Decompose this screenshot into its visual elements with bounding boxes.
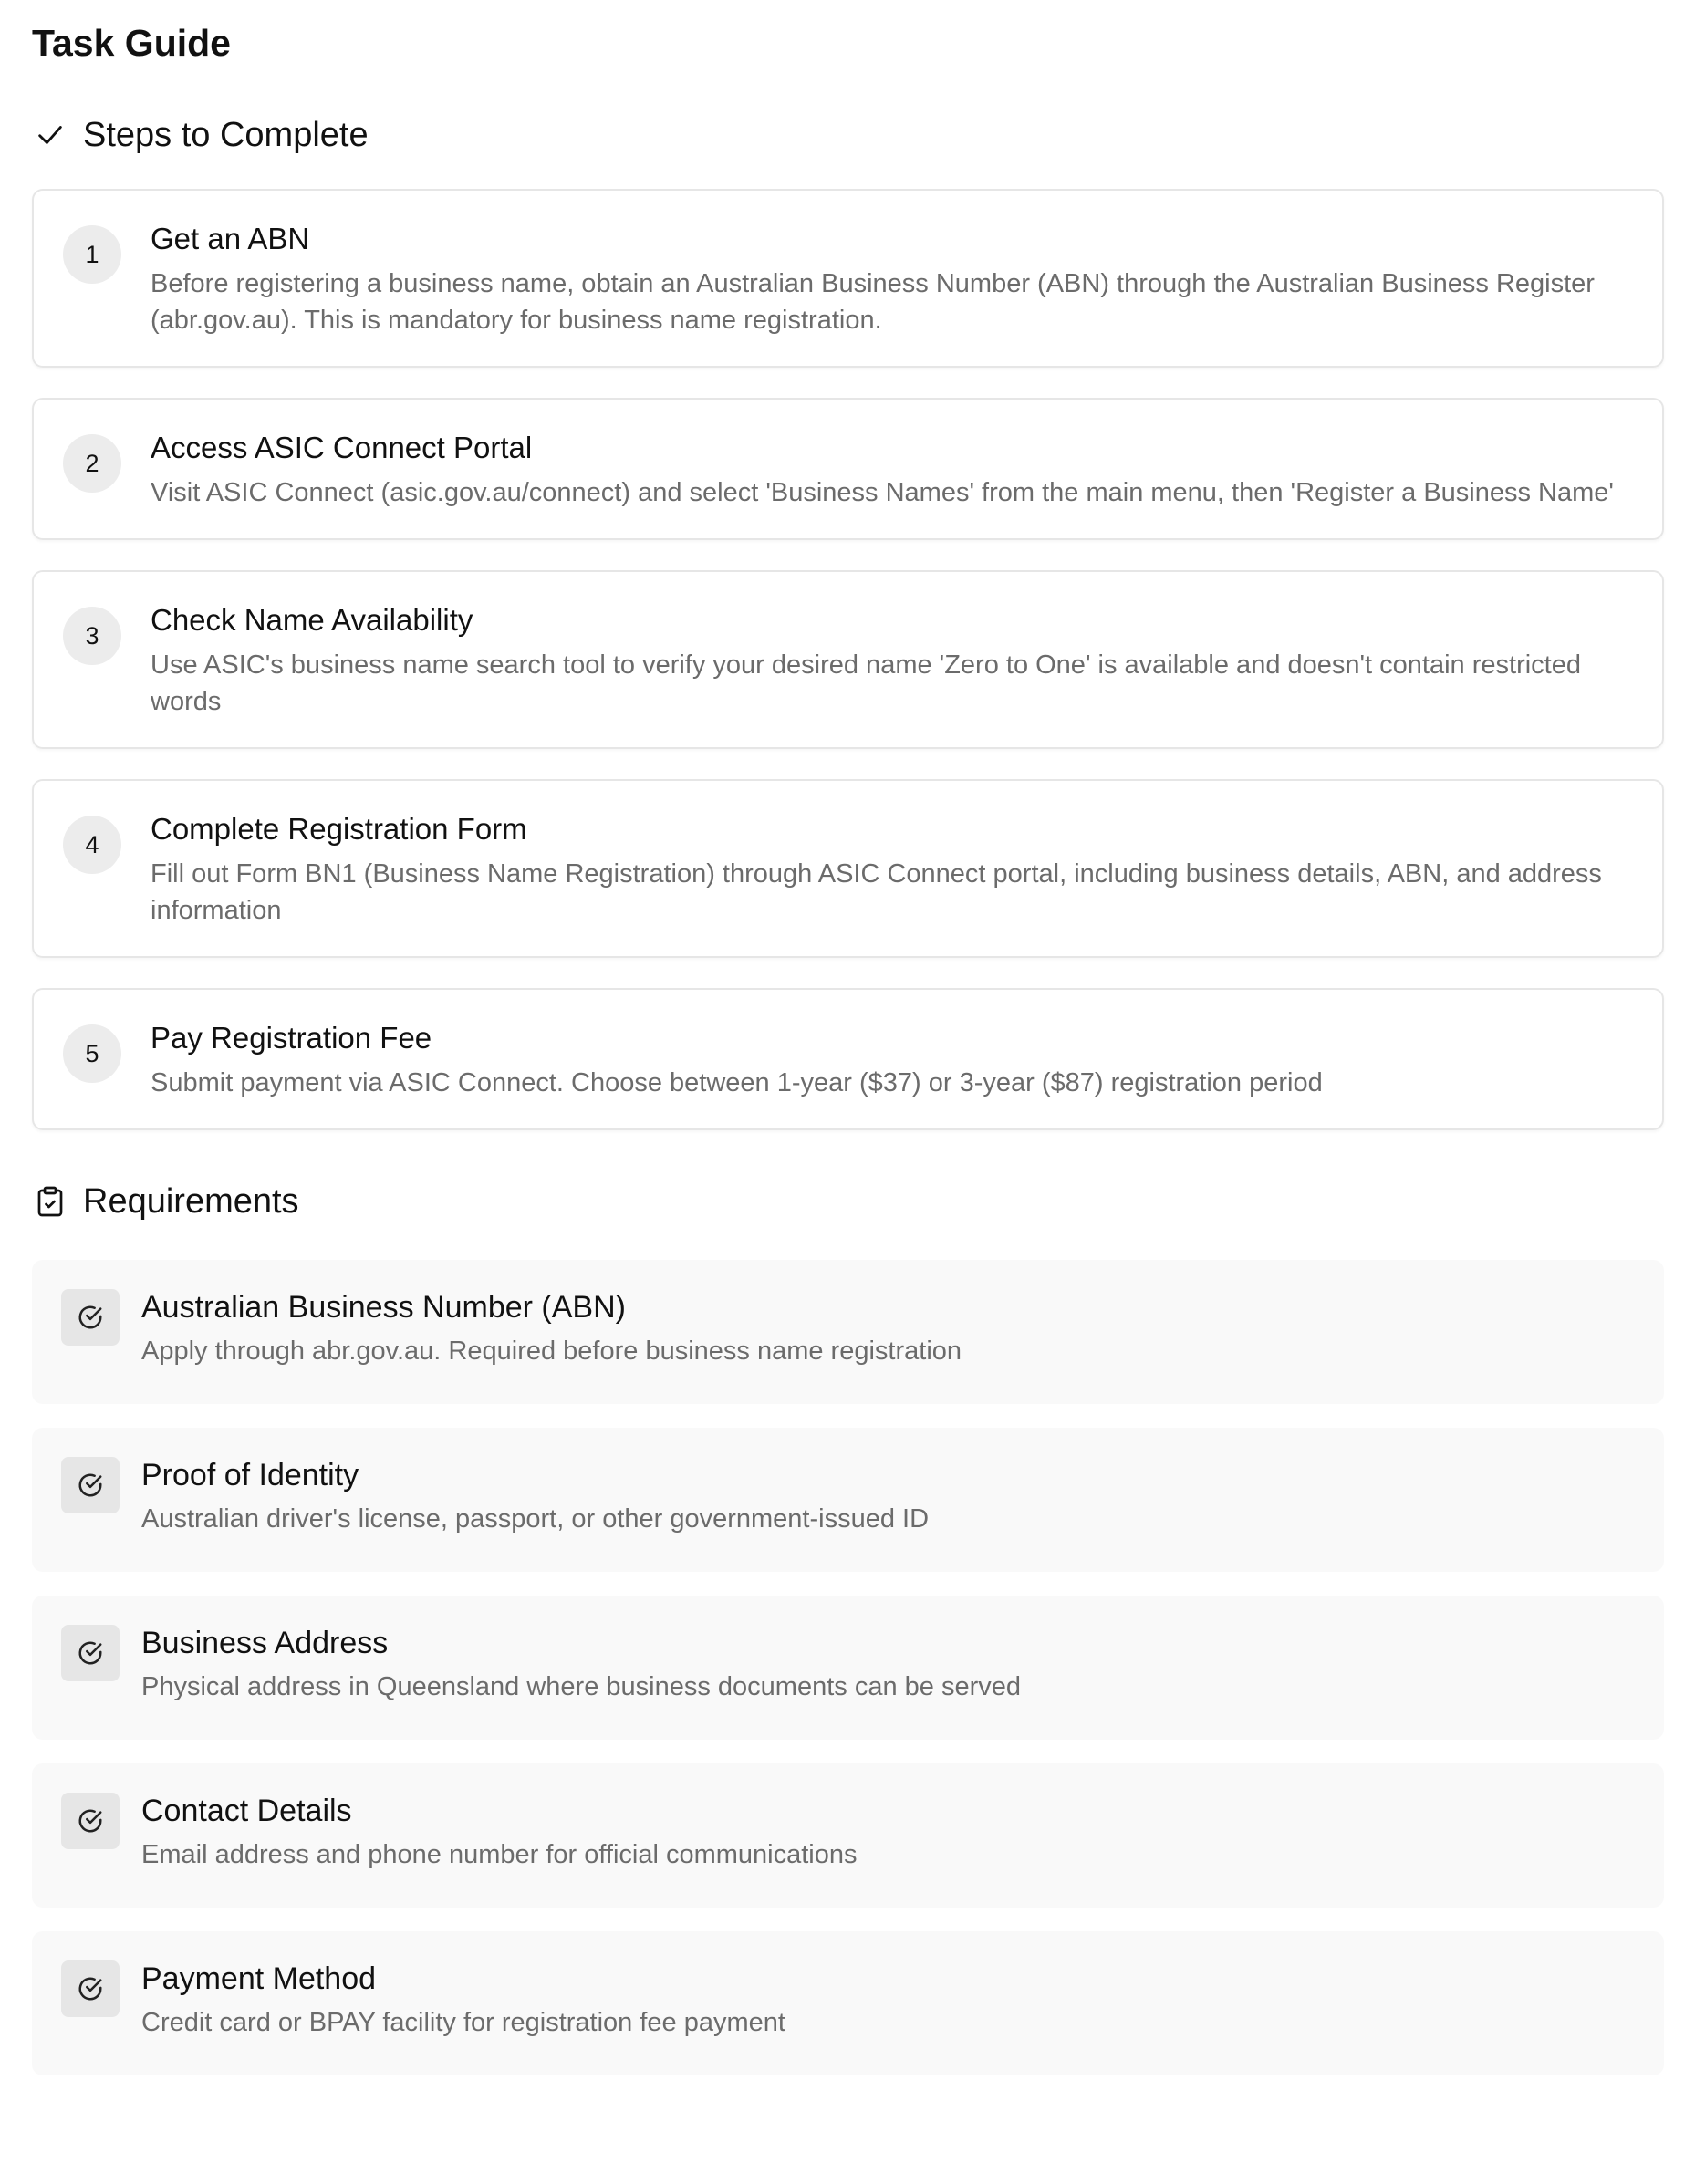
circle-check-icon [61, 1960, 120, 2017]
requirement-title: Proof of Identity [141, 1458, 359, 1492]
step-description: Visit ASIC Connect (asic.gov.au/connect) and select 'Business Names' from the main menu, then 'Register a Business Name' [151, 478, 1614, 507]
step-card [32, 988, 1664, 1130]
step-title: Pay Registration Fee [151, 1021, 432, 1055]
requirement-card [32, 1260, 1664, 1404]
step-card [32, 779, 1664, 958]
step-card [32, 189, 1664, 368]
circle-check-icon [61, 1289, 120, 1346]
requirement-description: Apply through abr.gov.au. Required before business name registration [141, 1336, 962, 1366]
requirement-card [32, 1428, 1664, 1572]
requirement-title: Payment Method [141, 1961, 377, 1996]
requirement-title: Contact Details [141, 1794, 352, 1828]
circle-check-icon [61, 1457, 120, 1513]
requirements-list [32, 1260, 1664, 2075]
step-number-badge: 3 [63, 607, 121, 665]
step-number-badge: 1 [63, 225, 121, 284]
steps-list [32, 189, 1664, 1130]
step-title: Complete Registration Form [151, 812, 527, 846]
step-title: Check Name Availability [151, 603, 473, 637]
step-number-badge: 2 [63, 434, 121, 493]
requirements-section-header [32, 1180, 1664, 1223]
steps-section-header [32, 113, 1664, 157]
requirements-section-title: Requirements [83, 1182, 299, 1221]
requirement-card [32, 1931, 1664, 2075]
clipboard-check-icon [32, 1183, 68, 1220]
step-description: Fill out Form BN1 (Business Name Registration) through ASIC Connect portal, including business details, ABN, and address information [151, 859, 1602, 925]
check-icon [32, 117, 68, 153]
step-card [32, 570, 1664, 749]
requirement-title: Business Address [141, 1626, 389, 1660]
page-title: Task Guide [32, 22, 231, 64]
requirement-description: Email address and phone number for official communications [141, 1840, 858, 1869]
step-description: Before registering a business name, obtain an Australian Business Number (ABN) through the Australian Business Register (abr.gov.au). This is mandatory for business name registration. [151, 269, 1595, 335]
requirement-description: Credit card or BPAY facility for registration fee payment [141, 2008, 785, 2037]
requirement-description: Physical address in Queensland where business documents can be served [141, 1672, 1021, 1701]
requirement-card [32, 1763, 1664, 1908]
requirement-title: Australian Business Number (ABN) [141, 1290, 626, 1325]
step-number-badge: 4 [63, 816, 121, 874]
step-number-badge: 5 [63, 1024, 121, 1083]
requirement-card [32, 1596, 1664, 1740]
step-description: Use ASIC's business name search tool to verify your desired name 'Zero to One' is available and doesn't contain restricted words [151, 650, 1581, 716]
step-card [32, 398, 1664, 540]
requirement-description: Australian driver's license, passport, or other government-issued ID [141, 1504, 930, 1534]
steps-section-title: Steps to Complete [83, 116, 369, 154]
step-description: Submit payment via ASIC Connect. Choose between 1-year ($37) or 3-year ($87) registration period [151, 1068, 1323, 1097]
step-title: Access ASIC Connect Portal [151, 431, 533, 464]
circle-check-icon [61, 1793, 120, 1849]
step-title: Get an ABN [151, 222, 310, 255]
circle-check-icon [61, 1625, 120, 1681]
